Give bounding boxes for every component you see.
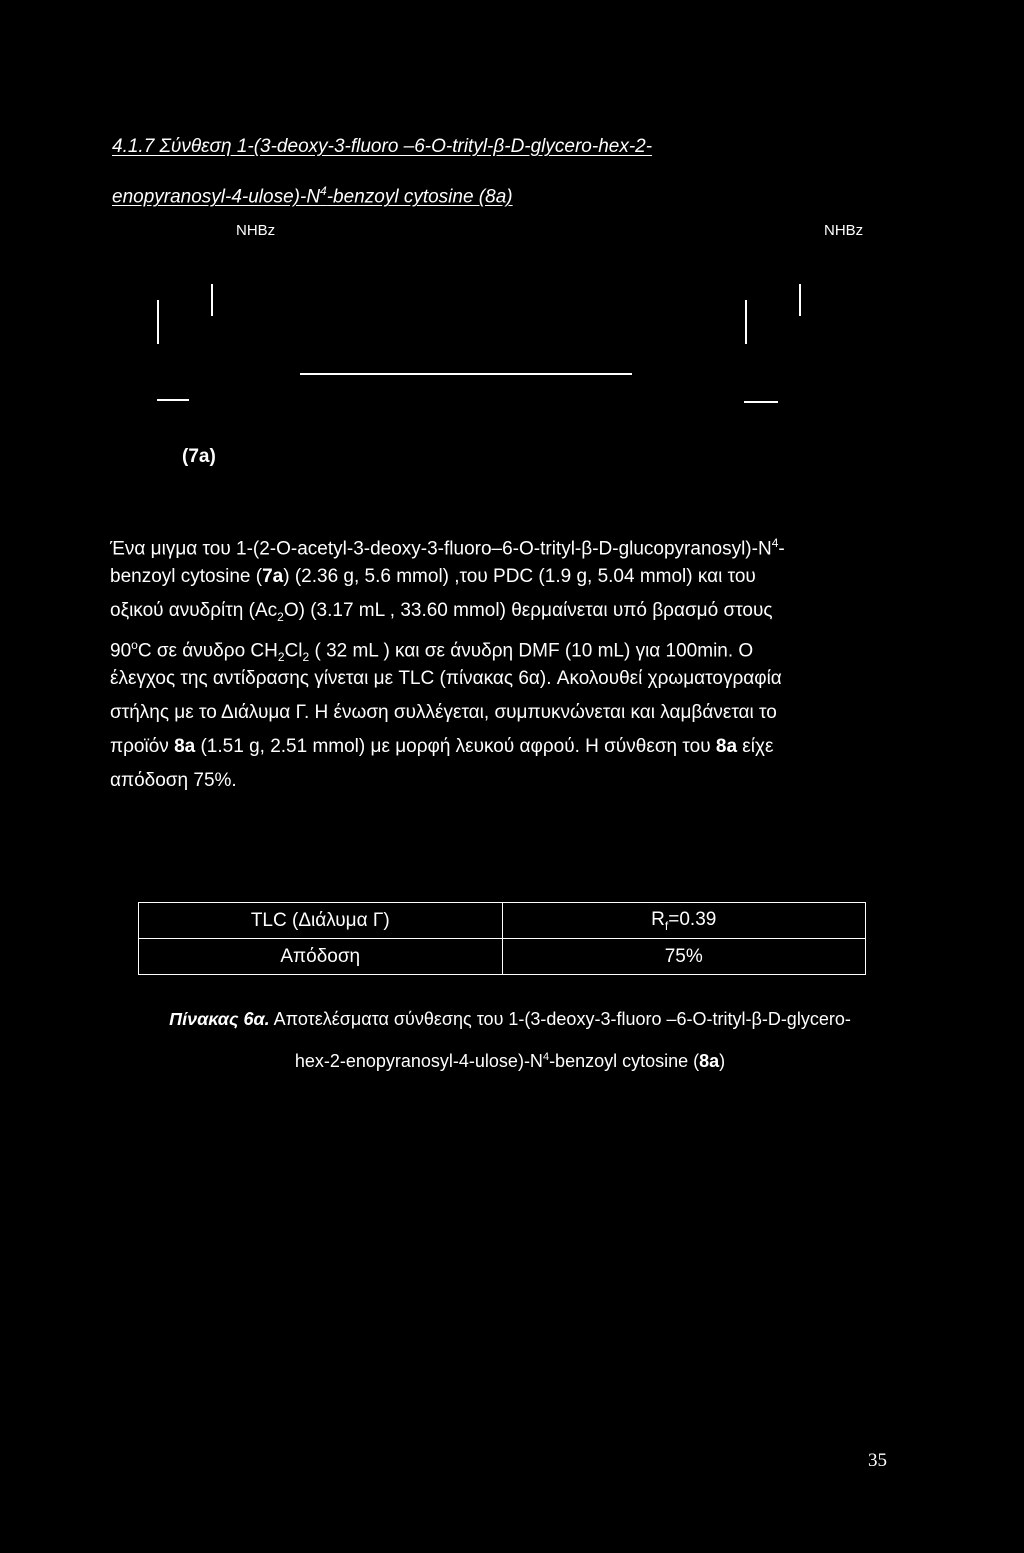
scheme-bond-right-lower [745, 300, 747, 344]
section-heading-text-2a: enopyranosyl-4-ulose)-N [112, 186, 321, 208]
table-caption-text: Αποτελέσματα σύνθεσης του 1-(3-deoxy-3-fluoro –6-O-trityl-β-D-glycero- [269, 1009, 851, 1029]
section-heading-text-2b: -benzoyl cytosine (8a) [326, 186, 513, 208]
section-heading-line-2 [112, 184, 972, 208]
table-row [139, 939, 866, 975]
table-cell-text: R [651, 908, 665, 930]
scheme-bond-left-horizontal [157, 399, 189, 401]
table-caption-text: hex-2-enopyranosyl-4-ulose)-N [294, 1051, 543, 1071]
table-caption-line-2 [100, 1038, 920, 1080]
paragraph-text: O) (3.17 mL , 33.60 mmol) θερμαίνεται υπό βρασμό στους [283, 600, 773, 621]
table-caption-label: Πίνακας 6α. [169, 1009, 270, 1029]
paragraph-text: C σε άνυδρο CH [137, 640, 278, 662]
scheme-bond-left-upper [211, 284, 213, 316]
superscript: o [131, 638, 138, 652]
compound-ref: 7a [262, 566, 284, 587]
paragraph-line-8 [110, 764, 910, 798]
superscript: 4 [542, 1051, 550, 1063]
subscript: 2 [302, 650, 310, 665]
results-table [138, 902, 866, 975]
scheme-bond-left-lower [157, 300, 159, 344]
reaction-arrow-line [300, 373, 632, 375]
compound-ref: 8a [715, 736, 738, 757]
table-cell [139, 939, 503, 975]
paragraph-text: απόδοση 75%. [110, 770, 237, 791]
paragraph-text: 90 [110, 640, 132, 662]
superscript: 4 [771, 536, 779, 550]
compound-ref: 8a [174, 736, 196, 757]
subscript: f [664, 918, 669, 933]
scheme-right-label: NHBz [824, 222, 864, 239]
paragraph-text: ( 32 mL ) και σε άνυδρη DMF (10 mL) για 100min. Ο [309, 640, 754, 662]
paragraph-text: - [778, 538, 785, 560]
table-caption-line-1 [100, 1000, 920, 1038]
paragraph-text: προϊόν [110, 736, 175, 757]
section-heading-line-1 [112, 136, 972, 158]
table-caption-text: ) [719, 1051, 726, 1071]
paragraph-text: Cl [284, 640, 303, 662]
table-cell-text: 75% [664, 945, 703, 967]
paragraph-text: οξικού ανυδρίτη (Ac [110, 600, 278, 621]
section-heading-text-1: 4.1.7 Σύνθεση 1-(3-deoxy-3-fluoro –6-O-trityl-β-D-glycero-hex-2- [112, 136, 653, 157]
page-number: 35 [868, 1450, 887, 1471]
paragraph-line-5 [110, 662, 910, 696]
table-cell-text: TLC (Διάλυμα Γ) [250, 909, 390, 931]
paragraph-text: Ένα μιγμα του 1-(2-O-acetyl-3-deoxy-3-fluoro–6-O-trityl-β-D-glucopyranosyl)-N [110, 538, 772, 560]
table-cell [502, 903, 866, 939]
table-caption-text: -benzoyl cytosine ( [549, 1051, 700, 1071]
table-cell-text: =0.39 [668, 908, 717, 930]
scheme-left-label: NHBz [236, 222, 276, 239]
table-cell [502, 939, 866, 975]
paragraph-text: benzoyl cytosine ( [110, 566, 263, 587]
scheme-bond-right-upper [799, 284, 801, 316]
table-row [139, 903, 866, 939]
paragraph-text: (1.51 g, 2.51 mmol) με μορφή λευκού αφρού. Η σύνθεση του [195, 736, 716, 757]
table-cell [139, 903, 503, 939]
subscript: 2 [277, 609, 284, 624]
paragraph-text: στήλης με το Διάλυμα Γ. Η ένωση συλλέγεται, συμπυκνώνεται και λαμβάνεται το [110, 702, 777, 723]
table-cell-text: Απόδοση [280, 945, 361, 967]
section-heading-superscript: 4 [320, 184, 327, 198]
paragraph-text: έλεγχος της αντίδρασης γίνεται με TLC (πίνακας 6α). Ακολουθεί χρωματογραφία [110, 668, 782, 689]
compound-ref: 8a [699, 1051, 720, 1071]
scheme-bond-right-horizontal [744, 401, 778, 403]
paragraph-text: ) (2.36 g, 5.6 mmol) ,του PDC (1.9 g, 5.04 mmol) και του [283, 566, 756, 587]
paragraph-line-2 [110, 560, 910, 594]
subscript: 2 [277, 650, 285, 665]
paragraph-text: είχε [737, 736, 774, 757]
compound-label-7a: (7a) [182, 446, 216, 467]
paragraph-line-7 [110, 730, 910, 764]
paragraph-line-6 [110, 696, 910, 730]
